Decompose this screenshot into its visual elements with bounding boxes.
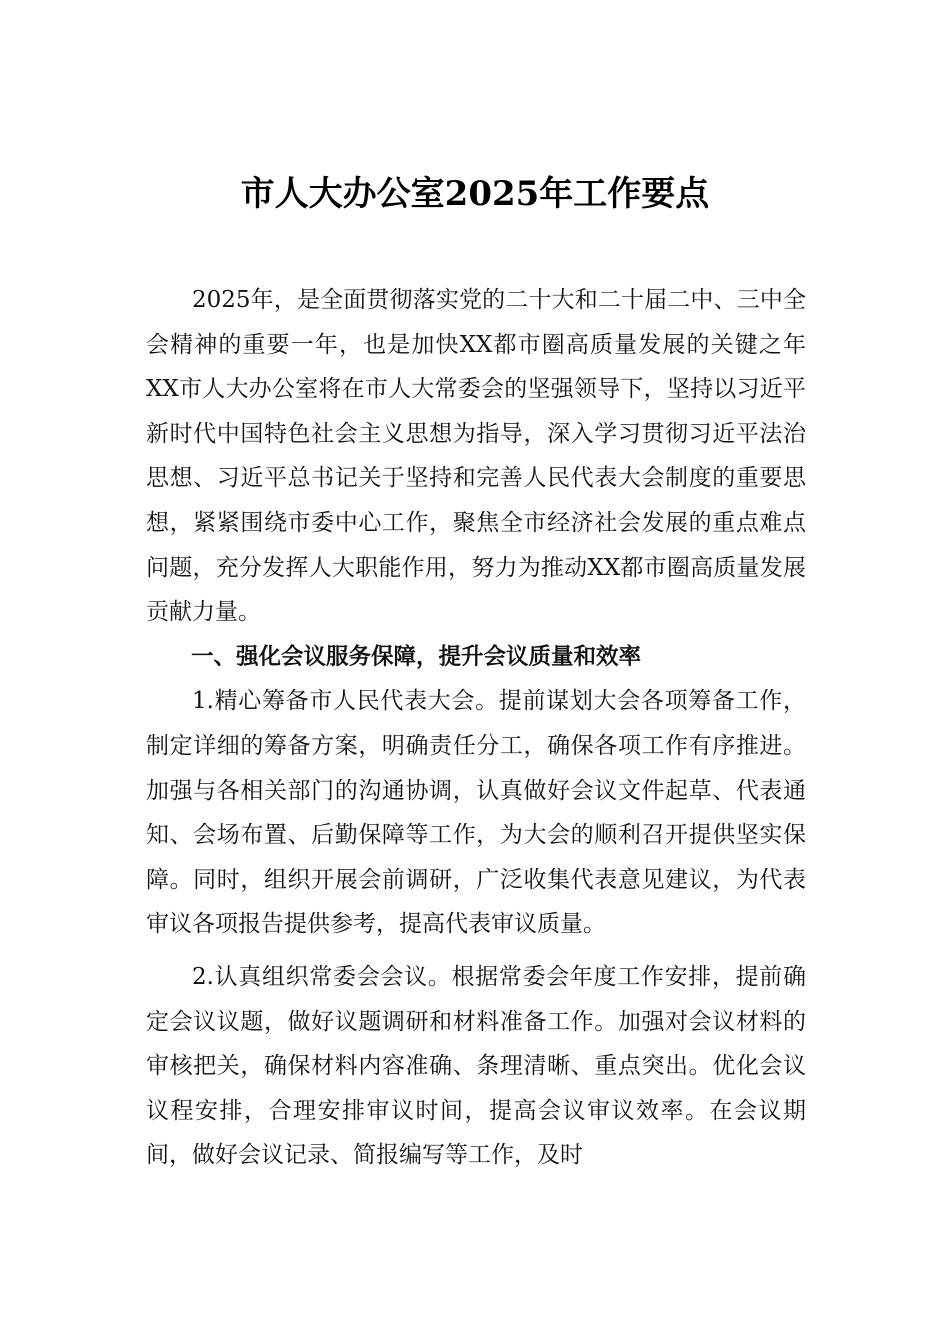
section-heading: 一、强化会议服务保障，提升会议质量和效率 <box>191 643 642 670</box>
document-title: 市人大办公室2025年工作要点 <box>240 174 710 214</box>
item-paragraph: 2.认真组织常委会会议。根据常委会年度工作安排，提前确定会议议题，做好议题调研和材料准备工作。加强对会议材料的审核把关，确保材料内容准确、条理清晰、重点突出。优化会议议程安排，合理安排审议时间，提高会议审议效率。在会议期间，做好会议记录、简报编写等工作，及时 <box>146 963 806 1169</box>
item-paragraph: 1.精心筹备市人民代表大会。提前谋划大会各项筹备工作，制定详细的筹备方案，明确责任分工，确保各项工作有序推进。加强与各相关部门的沟通协调，认真做好会议文件起草、代表通知、会场布置、后勤保障等工作，为大会的顺利召开提供坚实保障。同时，组织开展会前调研，广泛收集代表意见建议，为代表审议各项报告提供参考，提高代表审议质量。 <box>146 688 806 938</box>
intro-paragraph: 2025年，是全面贯彻落实党的二十大和二十届二中、三中全会精神的重要一年，也是加快XX都市圈高质量发展的关键之年XX市人大办公室将在市人大常委会的坚强领导下，坚持以习近平新时代中国特色社会主义思想为指导，深入学习贯彻习近平法治思想、习近平总书记关于坚持和完善人民代表大会制度的重要思想，紧紧围绕市委中心工作，聚焦全市经济社会发展的重点难点问题，充分发挥人大职能作用，努力为推动XX都市圈高质量发展贡献力量。 <box>146 287 806 626</box>
document-body <box>146 278 806 1178</box>
